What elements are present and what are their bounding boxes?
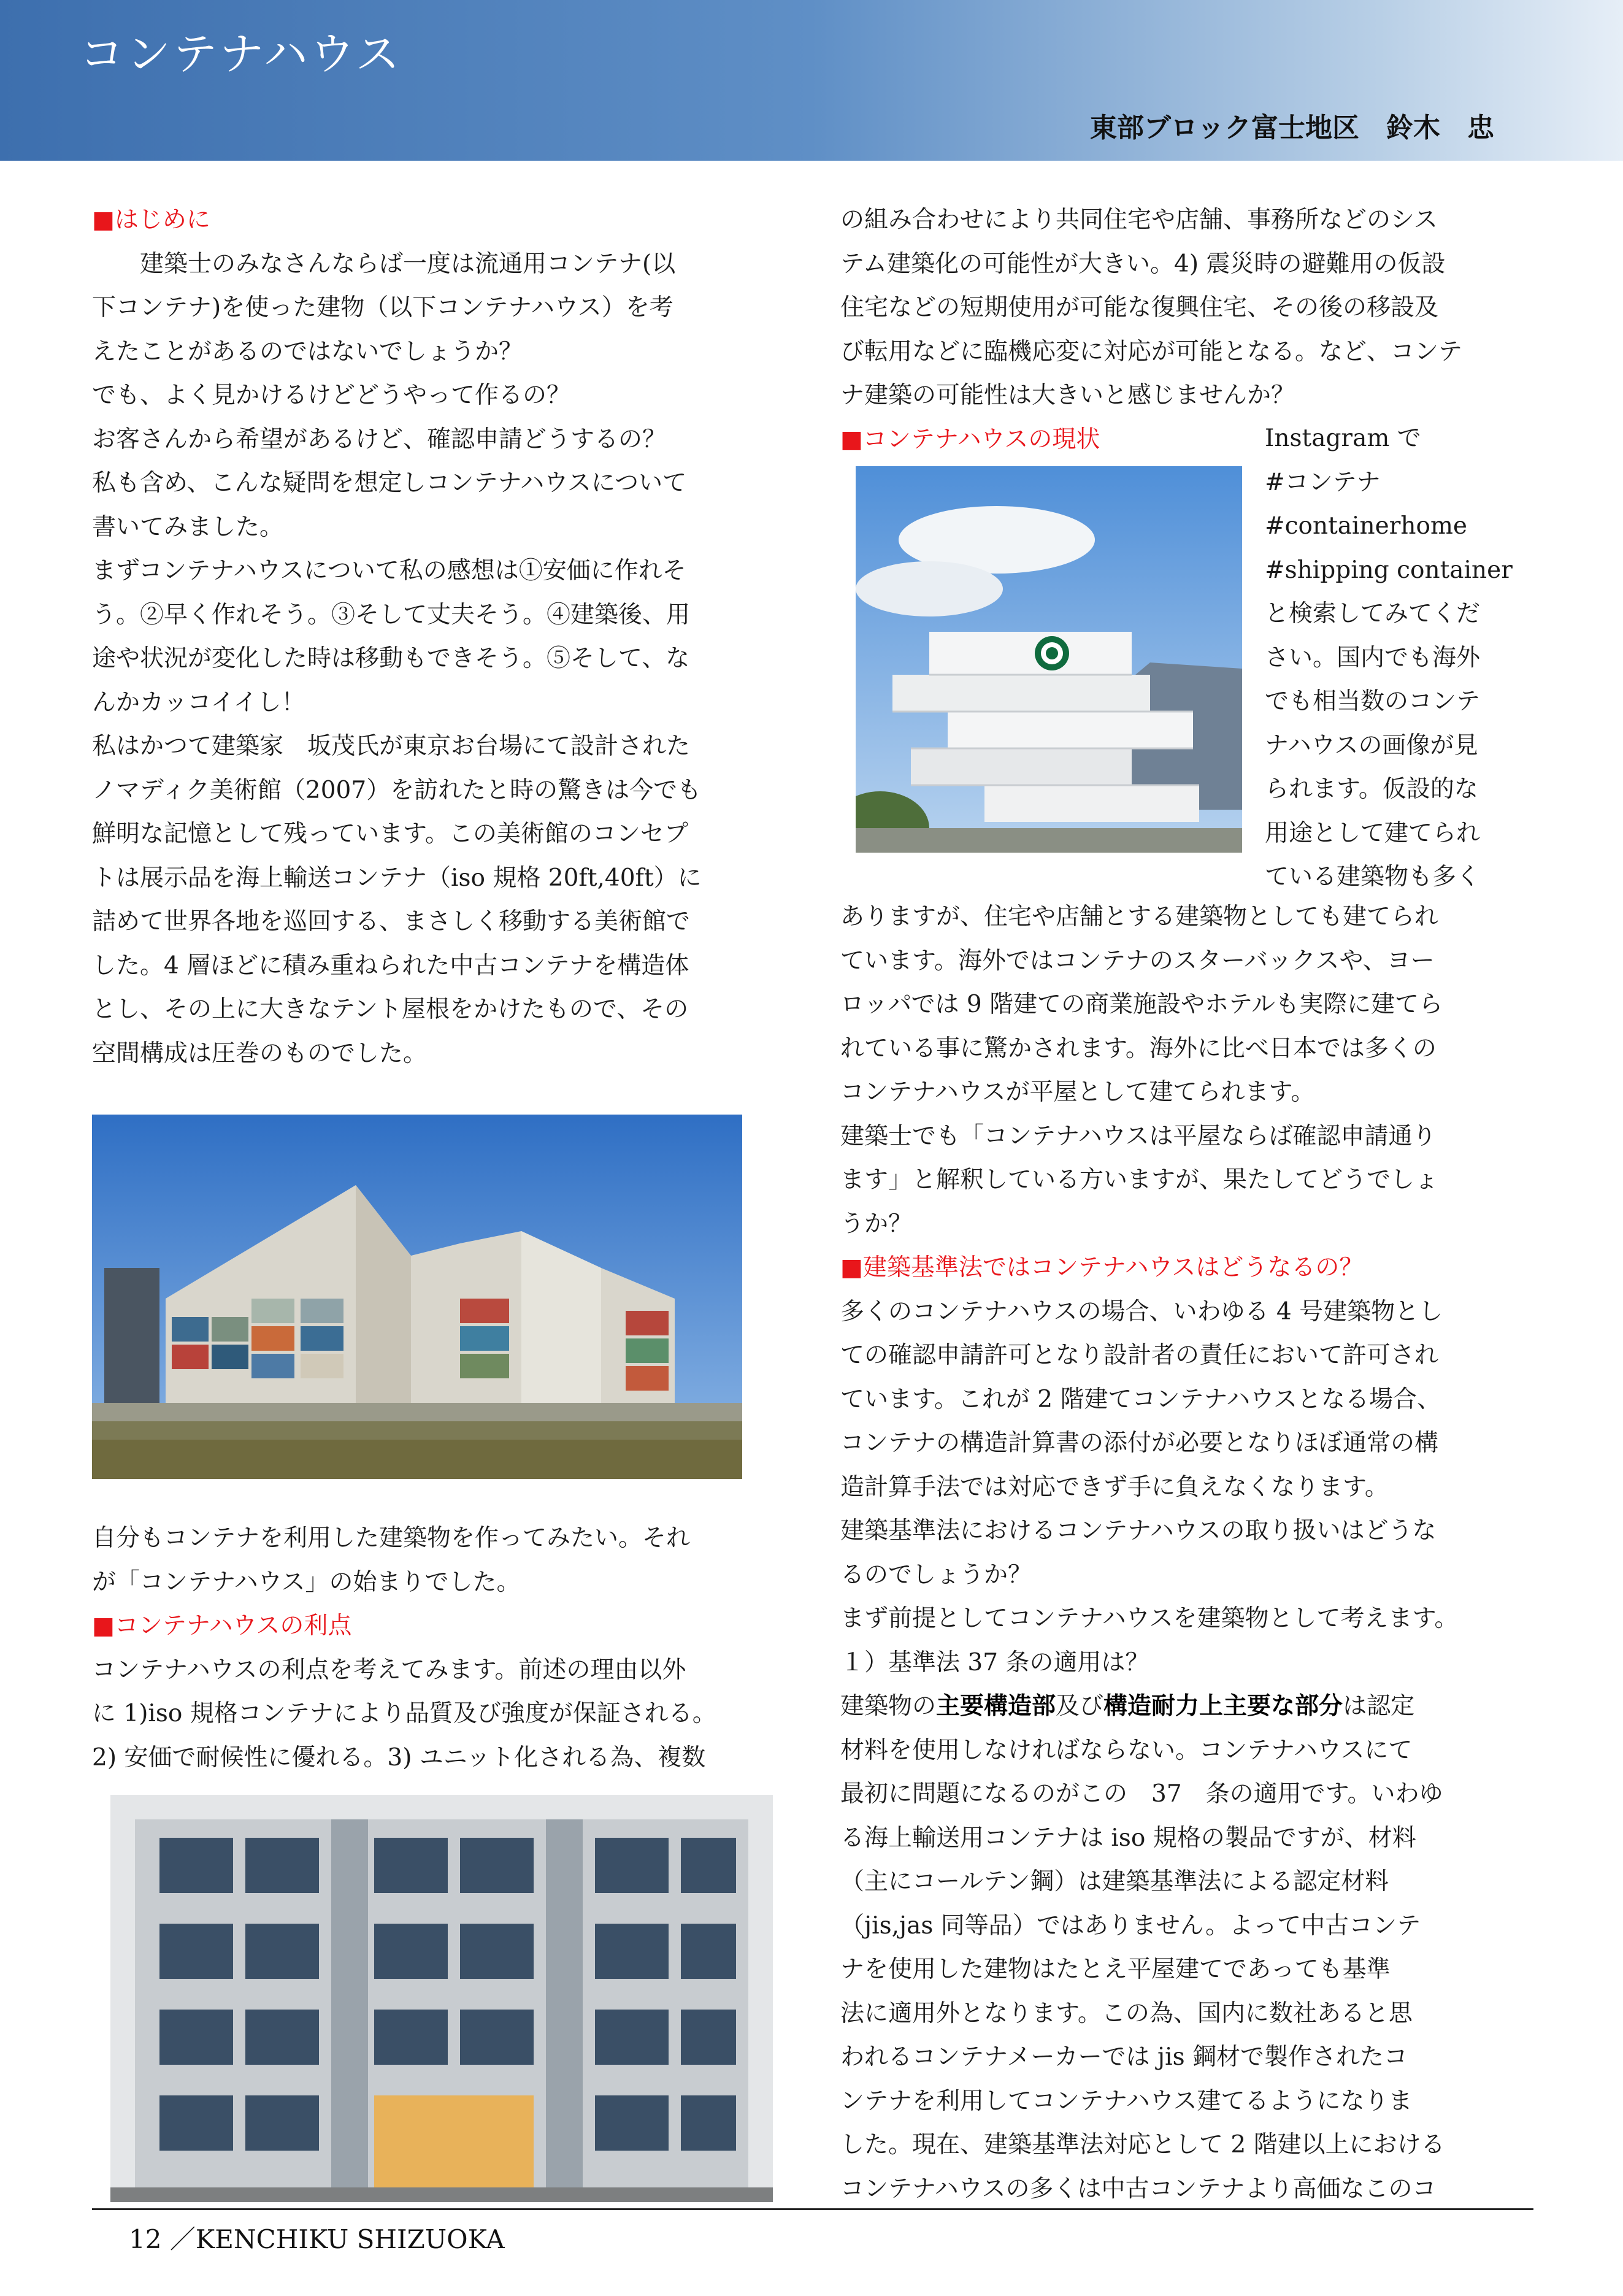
bold-term-main-structure: 主要構造部 <box>936 1692 1056 1720</box>
text-span: 及び <box>1056 1692 1104 1720</box>
left-column-intro <box>92 198 785 1075</box>
section-heading-intro: ■はじめに <box>92 206 210 234</box>
paragraph-line: われるコンテナメーカーでは jis 鋼材で製作されたコ <box>840 2043 1408 2071</box>
paragraph-line: #コンテナ <box>1265 468 1381 496</box>
page-footer <box>129 2219 505 2256</box>
publication-name: ／KENCHIKU SHIZUOKA <box>169 2224 505 2254</box>
paragraph-line: 詰めて世界各地を巡回する、まさしく移動する美術館で <box>92 908 691 935</box>
paragraph-line: ます」と解釈している方いますが、果たしてどうでしょ <box>840 1166 1439 1194</box>
paragraph-line: 下コンテナ)を使った建物（以下コンテナハウス）を考 <box>92 294 673 321</box>
paragraph-line: まずコンテナハウスについて私の感想は①安価に作れそ <box>92 557 686 585</box>
paragraph-line: テム建築化の可能性が大きい。4) 震災時の避難用の仮設 <box>840 250 1446 278</box>
paragraph-line: えたことがあるのではないでしょうか？ <box>92 337 523 366</box>
paragraph-line: うか？ <box>840 1210 913 1238</box>
paragraph-line: ての確認申請許可となり設計者の責任において許可され <box>840 1342 1439 1369</box>
paragraph-line: ています。これが 2 階建てコンテナハウスとなる場合、 <box>840 1385 1441 1413</box>
paragraph-line: 建築士でも「コンテナハウスは平屋ならば確認申請通り <box>840 1122 1437 1150</box>
paragraph-line: 書いてみました。 <box>92 513 284 541</box>
paragraph-line: るのでしょうか？ <box>840 1561 1032 1589</box>
paragraph-line: お客さんから希望があるけど、確認申請どうするの？ <box>92 425 667 453</box>
paragraph-line: #shipping container <box>1265 556 1513 584</box>
paragraph-line: 法に適用外となります。この為、国内に数社あると思 <box>840 1999 1413 2027</box>
paragraph-line: 空間構成は圧巻のものでした。 <box>92 1039 428 1067</box>
instagram-float-text <box>1265 417 1547 899</box>
text-span: 建築物の <box>840 1692 937 1720</box>
nomadic-museum-photo <box>92 1115 742 1479</box>
footer-divider <box>92 2208 1533 2210</box>
paragraph-line: １）基準法 37 条の適用は？ <box>840 1648 1149 1676</box>
paragraph-line: 材料を使用しなければならない。コンテナハウスにて <box>840 1736 1413 1764</box>
paragraph-line: ありますが、住宅や店舗とする建築物としても建てられ <box>840 903 1439 931</box>
paragraph-line: （jis,jas 同等品）ではありません。よって中古コンテ <box>840 1911 1421 1940</box>
section-heading-current-state: ■コンテナハウスの現状 <box>840 425 1100 453</box>
paragraph-line: と検索してみてくだ <box>1265 600 1481 628</box>
paragraph-line: んかカッコイイし！ <box>92 688 305 716</box>
page-number: 12 <box>129 2224 162 2254</box>
paragraph-line: 2) 安価で耐候性に優れる。3) ユニット化される為、複数 <box>92 1743 706 1772</box>
paragraph-line: さい。国内でも海外 <box>1265 643 1481 672</box>
paragraph-line: ナハウスの画像が見 <box>1265 731 1478 759</box>
paragraph-line: う。②早く作れそう。③そして丈夫そう。④建築後、用 <box>92 601 691 629</box>
paragraph-line: 自分もコンテナを利用した建築物を作ってみたい。それ <box>92 1524 691 1552</box>
paragraph-line: ノマディク美術館（2007）を訪れたと時の驚きは今でも <box>92 776 702 804</box>
paragraph-line: （主にコールテン鋼）は建築基準法による認定材料 <box>840 1868 1389 1895</box>
paragraph-line: 建築士のみなさんならば一度は流通用コンテナ(以 <box>140 250 676 278</box>
paragraph-line: れている事に驚かされます。海外に比べ日本では多くの <box>840 1034 1437 1062</box>
paragraph-line: でも、よく見かけるけどどうやって作るの？ <box>92 382 571 409</box>
paragraph-line: まず前提としてコンテナハウスを建築物として考えます。 <box>840 1605 1459 1632</box>
paragraph-line: る海上輸送用コンテナは iso 規格の製品ですが、材料 <box>840 1824 1416 1852</box>
paragraph-line: トは展示品を海上輸送コンテナ（iso 規格 20ft,40ft）に <box>92 864 702 892</box>
paragraph-line: 途や状況が変化した時は移動もできそう。⑤そして、な <box>92 645 690 672</box>
paragraph-line: 建築基準法におけるコンテナハウスの取り扱いはどうな <box>840 1517 1437 1545</box>
bold-term-structural-part: 構造耐力上主要な部分 <box>1103 1692 1343 1720</box>
paragraph-line: コンテナハウスが平屋として建てられます。 <box>840 1078 1315 1106</box>
page-title: コンテナハウス <box>80 28 402 80</box>
paragraph-line: ンテナを利用してコンテナハウス建てるようになりま <box>840 2087 1413 2115</box>
author-line: 東部ブロック富士地区 鈴木 忠 <box>1089 112 1494 144</box>
paragraph-line: Instagram で <box>1265 424 1421 452</box>
paragraph-line: でも相当数のコンテ <box>1265 688 1481 715</box>
paragraph-line: ロッパでは 9 階建ての商業施設やホテルも実際に建てら <box>840 991 1443 1018</box>
paragraph-line: した。現在、建築基準法対応として 2 階建以上における <box>840 2131 1445 2159</box>
left-column-advantages <box>92 1516 785 1780</box>
paragraph-line: ています。海外ではコンテナのスターバックスや、ヨー <box>840 946 1435 975</box>
paragraph-line: 住宅などの短期使用が可能な復興住宅、その後の移設及 <box>840 294 1439 321</box>
paragraph-line: が「コンテナハウス」の始まりでした。 <box>92 1568 521 1596</box>
right-column-body <box>840 895 1546 2211</box>
article37-line <box>840 1684 1546 1729</box>
paragraph-line: した。4 層ほどに積み重ねられた中古コンテナを構造体 <box>92 951 689 980</box>
paragraph-line: ナを使用した建物はたとえ平屋建てであっても基準 <box>840 1956 1391 1983</box>
paragraph-line: び転用などに臨機応変に対応が可能となる。など、コンテ <box>840 337 1463 366</box>
paragraph-line: 造計算手法では対応できず手に負えなくなります。 <box>840 1473 1389 1501</box>
page-header-banner <box>0 0 1623 161</box>
text-span: は認定 <box>1343 1692 1415 1720</box>
paragraph-line: の組み合わせにより共同住宅や店舗、事務所などのシス <box>840 206 1438 234</box>
paragraph-line: とし、その上に大きなテント屋根をかけたもので、その <box>92 996 689 1023</box>
paragraph-line: 用途として建てられ <box>1265 819 1481 847</box>
paragraph-line: に 1)iso 規格コンテナにより品質及び強度が保証される。 <box>92 1700 716 1727</box>
paragraph-line: ナ建築の可能性は大きいと感じませんか？ <box>840 382 1295 409</box>
paragraph-line: 私も含め、こんな疑問を想定しコンテナハウスについて <box>92 469 687 497</box>
paragraph-line: られます。仮設的な <box>1265 775 1478 803</box>
paragraph-line: コンテナハウスの利点を考えてみます。前述の理由以外 <box>92 1656 686 1684</box>
paragraph-line: ている建築物も多く <box>1265 863 1481 891</box>
paragraph-line: #containerhome <box>1265 512 1468 540</box>
paragraph-line: 最初に問題になるのがこの 37 条の適用です。いわゆ <box>840 1780 1443 1808</box>
paragraph-line: コンテナハウスの多くは中古コンテナより高価なこのコ <box>840 2175 1437 2203</box>
paragraph-line: 鮮明な記憶として残っています。この美術館のコンセプ <box>92 820 688 848</box>
container-apartment-photo <box>110 1795 773 2202</box>
paragraph-line: 多くのコンテナハウスの場合、いわゆる 4 号建築物とし <box>840 1297 1443 1326</box>
section-heading-advantages: ■コンテナハウスの利点 <box>92 1612 352 1640</box>
paragraph-line: コンテナの構造計算書の添付が必要となりほぼ通常の構 <box>840 1429 1439 1457</box>
starbucks-container-photo <box>856 466 1242 853</box>
paragraph-line: 私はかつて建築家 坂茂氏が東京お台場にて設計された <box>92 732 691 760</box>
section-heading-building-law: ■建築基準法ではコンテナハウスはどうなるの？ <box>840 1254 1364 1281</box>
